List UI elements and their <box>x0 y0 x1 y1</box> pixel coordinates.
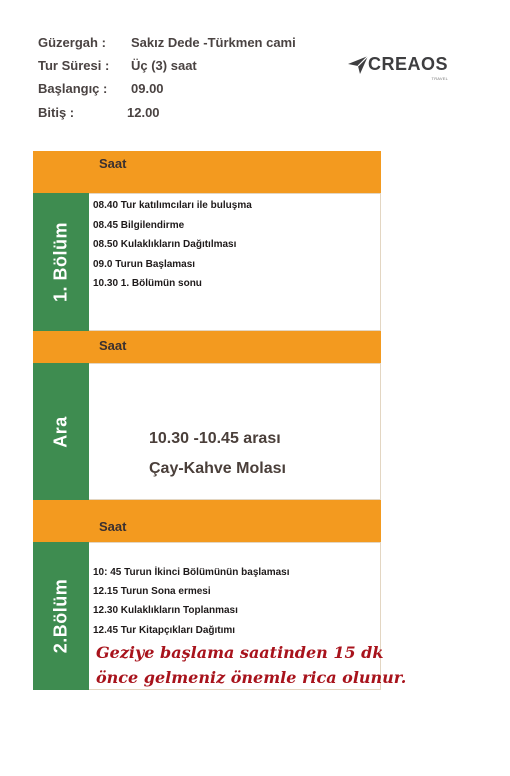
schedule-row: 10: 45 Turun İkinci Bölümünün başlaması <box>93 567 290 578</box>
start-label: Başlangıç : <box>38 81 108 96</box>
arrival-note-line2: önce gelmeniz önemle rica olunur. <box>96 668 407 687</box>
logo-wordmark: CREAOS TRAVEL <box>368 54 449 81</box>
section2-header <box>33 500 381 542</box>
break-time: 10.30 -10.45 arası <box>149 430 281 447</box>
break-header-label: Saat <box>99 338 127 353</box>
section1-header-label: Saat <box>99 156 127 171</box>
arrival-note-line1: Geziye başlama saatinden 15 dk <box>96 643 384 662</box>
schedule-row: 12.45 Tur Kitapçıkları Dağıtımı <box>93 625 236 636</box>
section1-side-label: 1. Bölüm <box>50 221 71 303</box>
section2-side-label: 2.Bölüm <box>50 578 71 654</box>
schedule-row: 08.40 Tur katılımcıları ile buluşma <box>93 200 252 211</box>
logo-subtext: TRAVEL <box>431 76 449 81</box>
section2-side <box>33 542 90 690</box>
duration-label: Tur Süresi : <box>38 58 110 73</box>
schedule-row: 08.45 Bilgilendirme <box>93 220 185 231</box>
section2-header-label: Saat <box>99 519 127 534</box>
section1-header <box>33 151 381 193</box>
end-value: 12.00 <box>127 105 160 120</box>
paper-plane-icon <box>348 56 368 74</box>
break-side <box>33 363 90 500</box>
break-title: Çay-Kahve Molası <box>149 460 286 477</box>
schedule-row: 12.15 Turun Sona ermesi <box>93 586 211 597</box>
start-value: 09.00 <box>131 81 164 96</box>
break-header <box>33 331 381 363</box>
schedule-row: 12.30 Kulaklıkların Toplanması <box>93 605 238 616</box>
creaos-logo <box>348 54 449 81</box>
section1-schedule <box>89 193 381 331</box>
duration-value: Üç (3) saat <box>131 58 197 73</box>
route-label: Güzergah : <box>38 35 106 50</box>
schedule-row: 08.50 Kulaklıkların Dağıtılması <box>93 239 237 250</box>
section1-side <box>33 193 90 331</box>
schedule-row: 10.30 1. Bölümün sonu <box>93 278 202 289</box>
end-label: Bitiş : <box>38 105 75 120</box>
break-content <box>89 363 381 500</box>
break-side-label: Ara <box>50 415 71 448</box>
schedule-row: 09.0 Turun Başlaması <box>93 259 196 270</box>
route-value: Sakız Dede -Türkmen cami <box>131 35 296 50</box>
